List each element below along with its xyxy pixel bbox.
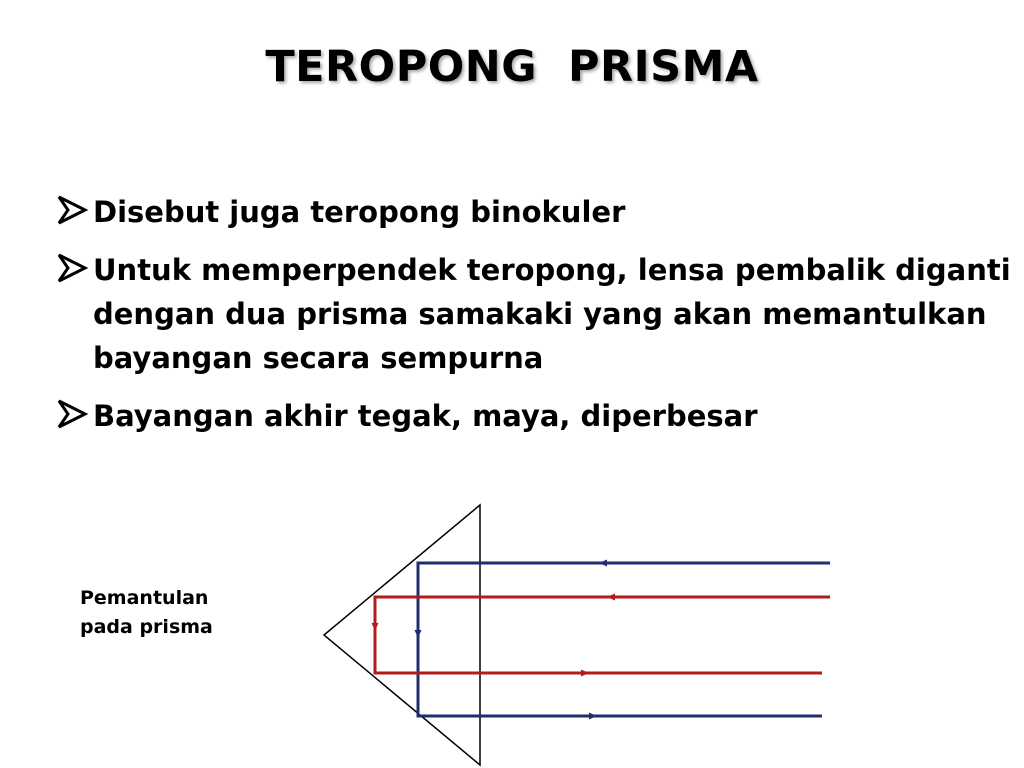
outer-ray — [415, 560, 831, 720]
outer-ray-arrow-right — [589, 713, 597, 720]
inner-ray-path — [375, 597, 830, 673]
caption-line: Pemantulan — [80, 587, 209, 609]
caption-line: pada prisma — [80, 616, 213, 638]
page-title: TEROPONG PRISMA — [265, 42, 759, 92]
outer-ray-arrow-down — [415, 630, 422, 638]
outer-ray-arrow-left — [599, 560, 607, 567]
inner-ray-arrow-left — [607, 594, 615, 601]
bullet-text: Bayangan akhir tegak, maya, diperbesar — [93, 399, 758, 433]
inner-ray-arrow-down — [372, 623, 379, 631]
inner-ray — [372, 594, 831, 677]
bullet-text: Untuk memperpendek teropong, lensa pembalik diganti dengan dua prisma samakaki yang akan memantulkan bayangan secara sempurna — [93, 253, 1011, 375]
inner-ray-arrow-right — [581, 670, 589, 677]
bullet-text: Disebut juga teropong binokuler — [93, 195, 626, 229]
prism-triangle — [324, 505, 480, 765]
